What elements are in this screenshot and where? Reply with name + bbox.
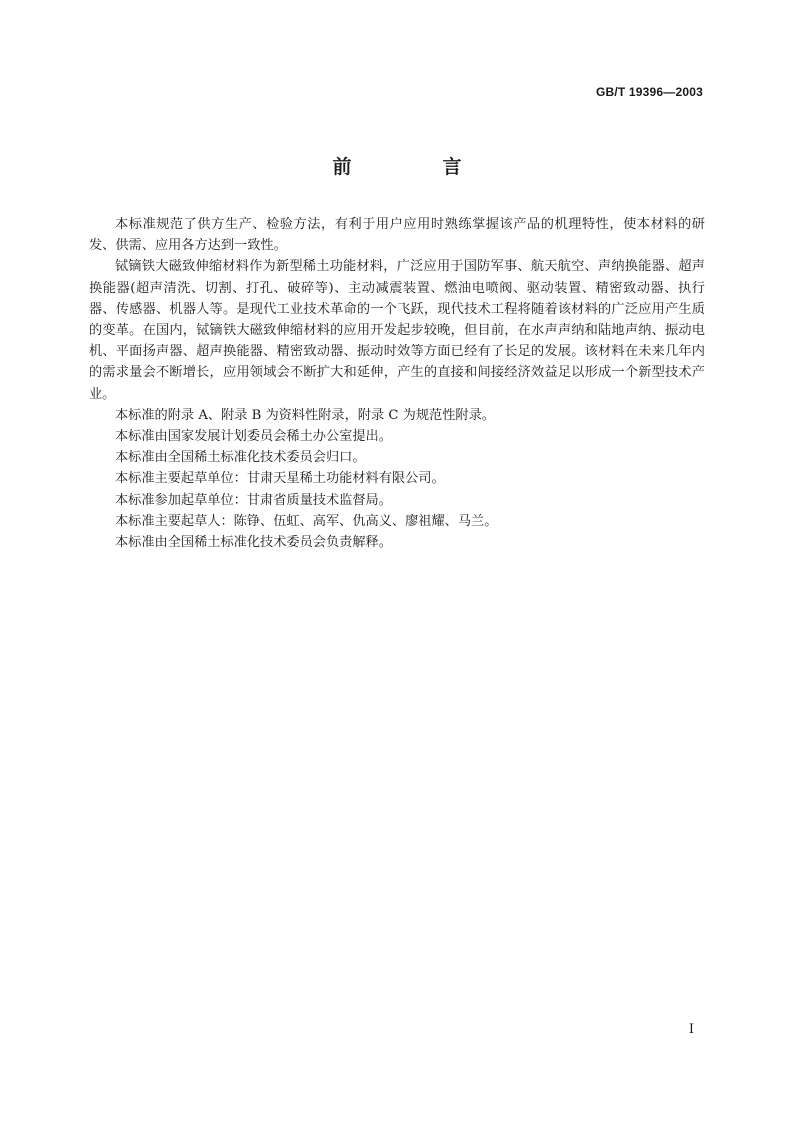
paragraph-main-drafters: 本标准主要起草人：陈铮、伍虹、高军、仇高义、廖祖耀、马兰。	[115, 513, 498, 529]
paragraph-participating-drafter-org: 本标准参加起草单位：甘肃省质量技术监督局。	[115, 492, 392, 508]
paragraph-annexes: 本标准的附录 A、附录 B 为资料性附录，附录 C 为规范性附录。	[115, 407, 495, 423]
paragraph-background: 铽镝铁大磁致伸缩材料作为新型稀土功能材料，广泛应用于国防军事、航天航空、声纳换能器、超声换能器(超声清洗、切割、打孔、破碎等)、主动减震装置、燃油电喷阀、驱动装置、精密致动器、执行器、传感器、机器人等。是现代工业技术革命的一个飞跃，现代技术工程将随着该材料的广泛应用产生质的变革。在国内，铽镝铁大磁致伸缩材料的应用开发起步较晚，但目前，在水声声纳和陆地声纳、振动电机、平面扬声器、超声换能器、精密致动器、振动时效等方面已经有了长足的发展。该材料在未来几年内的需求量会不断增长，应用领域会不断扩大和延伸，产生的直接和间接经济效益足以形成一个新型技术产业。	[89, 259, 705, 402]
standard-code: GB/T 19396—2003	[595, 85, 703, 99]
page-title: 前 言	[332, 156, 498, 178]
paragraph-proposer: 本标准由国家发展计划委员会稀土办公室提出。	[115, 429, 392, 445]
paragraph-administrator: 本标准由全国稀土标准化技术委员会归口。	[115, 450, 366, 466]
paragraph-interpretation: 本标准由全国稀土标准化技术委员会负责解释。	[115, 535, 392, 551]
page-number: I	[688, 1022, 694, 1037]
paragraph-purpose: 本标准规范了供方生产、检验方法，有利于用户应用时熟练掌握该产品的机理特性，使本材料的研发、供需、应用各方达到一致性。	[89, 217, 705, 254]
foreword-body	[89, 214, 705, 553]
paragraph-main-drafter-org: 本标准主要起草单位：甘肃天星稀土功能材料有限公司。	[115, 471, 445, 487]
